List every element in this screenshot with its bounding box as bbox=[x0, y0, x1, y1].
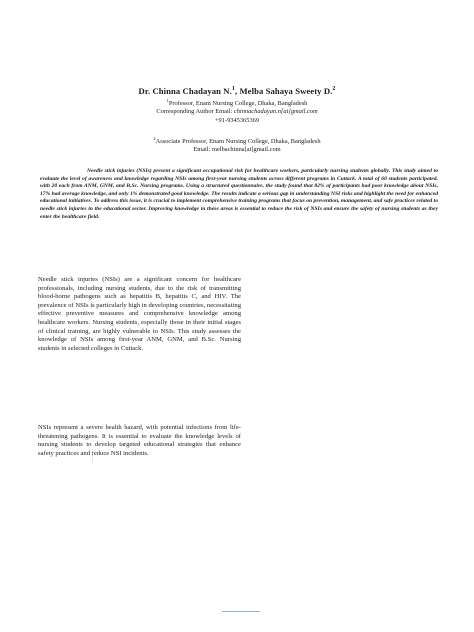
affiliation-1 bbox=[0, 97, 474, 125]
body-paragraph-2: NSIs represent a severe health hazard, with potential infections from life-threatening pathogens. It is essential to evaluate the knowledge levels of nursing students to develop targeted educational strategies that enhance safety practices and reduce NSI incidents. bbox=[38, 424, 241, 457]
author-names-2: , Melba Sahaya Sweety D. bbox=[234, 86, 333, 96]
author-line bbox=[0, 86, 474, 96]
author2-superscript: 2 bbox=[332, 86, 336, 93]
text-cursor-mark bbox=[92, 449, 94, 462]
affiliation-1-institution: $^1$Professor, Enam Nursing College, Dhaka, Bangladesh bbox=[166, 97, 308, 107]
body-paragraph-1: Needle stick injuries (NSIs) are a significant concern for healthcare professionals, including nursing students, due to the risk of transmitting blood-borne pathogens such as hepatitis B, hepatitis C, and HIV. The prevalence of NSIs is particularly high in developing countries, necessitating effective preventive measures and comprehensive knowledge among healthcare workers. Nursing students, especially those in their initial stages of clinical training, are highly vulnerable to NSIs. This study assesses the knowledge of NSIs among first-year ANM, GNM, and B.Sc. Nursing students in selected colleges in Cuttack. bbox=[38, 276, 241, 352]
author1-superscript: 1 bbox=[231, 86, 235, 93]
affiliation-2-institution: $^2$Associate Professor, Enam Nursing College, Dhaka, Bangladesh bbox=[153, 135, 321, 145]
author-names-1: Dr. Chinna Chadayan N. bbox=[138, 86, 232, 96]
footer-link-underline[interactable] bbox=[222, 611, 260, 612]
affiliation-2-email-line: Email: melbachinna[at]gmail.com bbox=[193, 146, 281, 154]
affiliation-2 bbox=[0, 135, 474, 155]
affiliation-1-phone: +91-9345365369 bbox=[214, 116, 260, 124]
affiliation-1-email[interactable]: chinnachadayan.n[at]gmail.com bbox=[233, 108, 318, 116]
abstract-text: Needle stick injuries (NSIs) present a significant occupational risk for healthcare workers, particularly nursing students globally. This study aimed to evaluate the level of awareness and knowledge regarding NSIs among first-year nursing students across different programs in Cuttack. A total of 60 students participated, with 20 each from ANM, GNM, and B.Sc. Nursing programs. Using a structured questionnaire, the study found that 82% of participants had poor knowledge about NSIs, 17% had average knowledge, and only 1% demonstrated good knowledge. The results indicate a serious gap in understanding NSI risks and highlight the need for enhanced educational initiatives. To address this issue, it is crucial to implement comprehensive training programs that focus on prevention, management, and safe practices related to needle stick injuries in the educational sector. Improving knowledge in these areas is essential to reduce the risk of NSIs and ensure the safety of nursing students as they enter the healthcare field. bbox=[40, 168, 438, 220]
affiliation-1-email-line: Corresponding Author Email: chinnachadayan.n[at]gmail.com bbox=[156, 108, 318, 116]
affiliation-2-email[interactable]: melbachinna[at]gmail.com bbox=[211, 146, 281, 154]
